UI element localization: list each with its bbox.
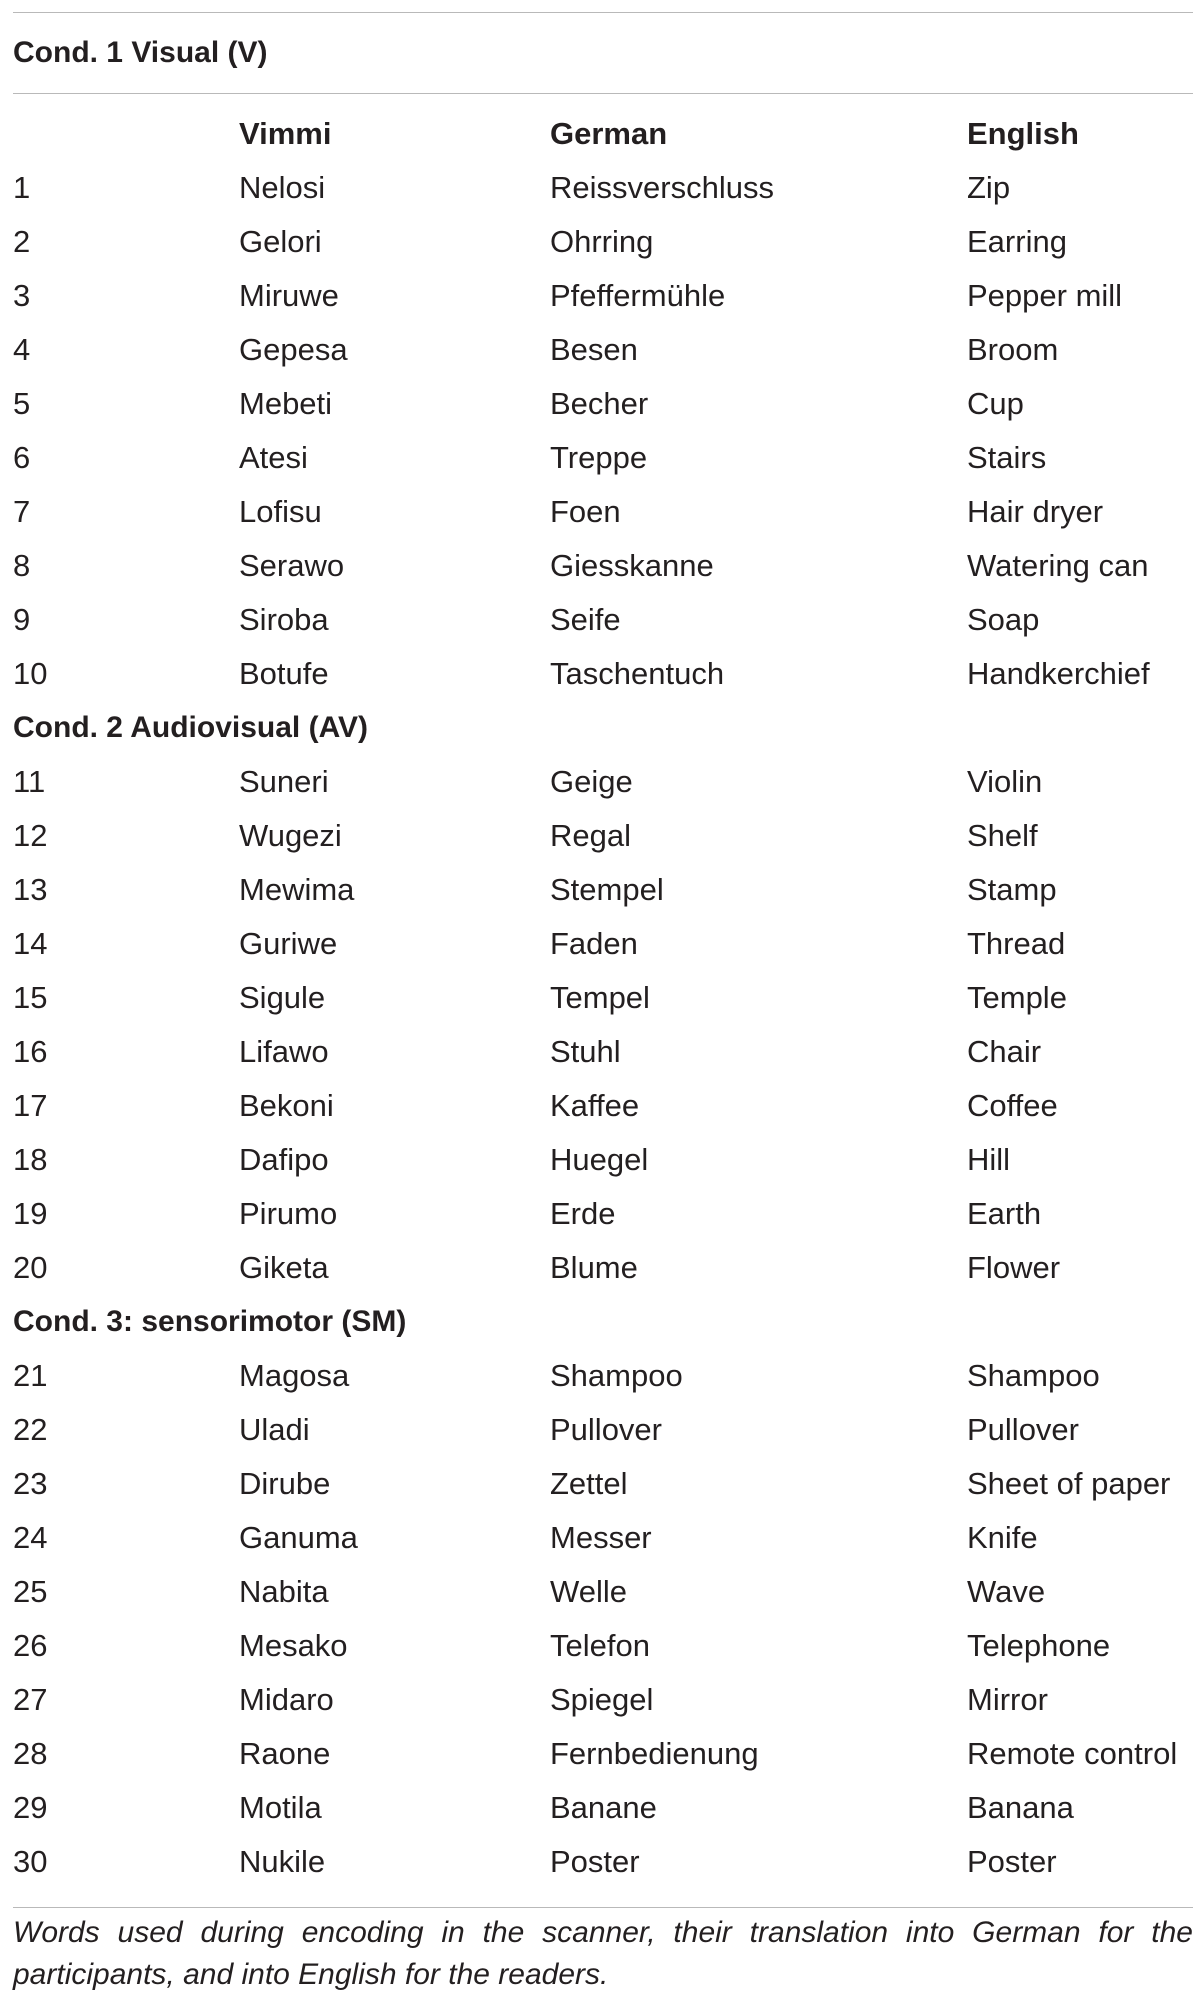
cell-german: Faden: [550, 926, 638, 961]
cell-number: 10: [13, 656, 48, 691]
cell-number: 20: [13, 1250, 48, 1285]
cell-vimmi: Lifawo: [239, 1034, 329, 1069]
column-header-german: German: [550, 116, 668, 151]
table-row: [0, 431, 1200, 485]
cell-vimmi: Mesako: [239, 1628, 348, 1663]
cell-english: Watering can: [967, 548, 1149, 583]
cell-english: Shelf: [967, 818, 1038, 853]
cell-vimmi: Nabita: [239, 1574, 329, 1609]
cell-number: 29: [13, 1790, 48, 1825]
cell-number: 19: [13, 1196, 48, 1231]
table-row: [0, 1133, 1200, 1187]
table-row: [0, 485, 1200, 539]
table-row: [0, 755, 1200, 809]
table-row: [0, 1565, 1200, 1619]
table-row: [0, 1025, 1200, 1079]
cell-german: Regal: [550, 818, 631, 853]
table-row: [0, 1349, 1200, 1403]
cell-english: Hair dryer: [967, 494, 1104, 529]
table-row: [0, 1673, 1200, 1727]
cell-german: Becher: [550, 386, 649, 421]
cell-vimmi: Lofisu: [239, 494, 322, 529]
cell-english: Remote control: [967, 1736, 1178, 1771]
cell-number: 30: [13, 1844, 48, 1879]
cell-german: Welle: [550, 1574, 627, 1609]
table-row: [0, 1403, 1200, 1457]
cell-english: Banana: [967, 1790, 1074, 1825]
table-row: [0, 1511, 1200, 1565]
table-row: [0, 917, 1200, 971]
cell-vimmi: Nukile: [239, 1844, 326, 1879]
cell-number: 22: [13, 1412, 48, 1447]
table-row: [0, 1781, 1200, 1835]
cell-english: Pepper mill: [967, 278, 1123, 313]
cell-english: Cup: [967, 386, 1024, 421]
cell-english: Hill: [967, 1142, 1011, 1177]
cell-english: Zip: [967, 170, 1011, 205]
cell-german: Reissverschluss: [550, 170, 774, 205]
cell-english: Coffee: [967, 1088, 1058, 1123]
cell-german: Banane: [550, 1790, 657, 1825]
cell-number: 24: [13, 1520, 48, 1555]
section-label-row: [0, 701, 1200, 755]
table-row: [0, 1727, 1200, 1781]
section-label-row: [0, 1295, 1200, 1349]
cell-vimmi: Nelosi: [239, 170, 326, 205]
cell-vimmi: Wugezi: [239, 818, 342, 853]
section-label: Cond. 3: sensorimotor (SM): [13, 1305, 407, 1338]
table-row: [0, 1457, 1200, 1511]
cell-vimmi: Guriwe: [239, 926, 338, 961]
cell-german: Spiegel: [550, 1682, 654, 1717]
cell-english: Knife: [967, 1520, 1038, 1555]
cell-vimmi: Dirube: [239, 1466, 331, 1501]
cell-english: Handkerchief: [967, 656, 1150, 691]
table-row: [0, 863, 1200, 917]
table-bottom-rule: [13, 1907, 1193, 1908]
table-row: [0, 1835, 1200, 1889]
cell-english: Soap: [967, 602, 1040, 637]
cell-vimmi: Sigule: [239, 980, 326, 1015]
cell-german: Poster: [550, 1844, 640, 1879]
cell-german: Telefon: [550, 1628, 650, 1663]
cell-number: 26: [13, 1628, 48, 1663]
table-row: [0, 161, 1200, 215]
table-row: [0, 1079, 1200, 1133]
cell-english: Pullover: [967, 1412, 1079, 1447]
table-row: [0, 377, 1200, 431]
cell-vimmi: Giketa: [239, 1250, 329, 1285]
table-row: [0, 647, 1200, 701]
cell-number: 17: [13, 1088, 48, 1123]
cell-number: 21: [13, 1358, 48, 1393]
cell-english: Stairs: [967, 440, 1047, 475]
table-row: [0, 323, 1200, 377]
cell-vimmi: Ganuma: [239, 1520, 358, 1555]
table-title: Cond. 1 Visual (V): [13, 35, 268, 69]
cell-number: 18: [13, 1142, 48, 1177]
cell-number: 3: [13, 278, 31, 313]
table-row: [0, 1619, 1200, 1673]
cell-english: Flower: [967, 1250, 1061, 1285]
cell-number: 25: [13, 1574, 48, 1609]
cell-english: Poster: [967, 1844, 1057, 1879]
cell-german: Giesskanne: [550, 548, 714, 583]
cell-number: 23: [13, 1466, 48, 1501]
table-row: [0, 1241, 1200, 1295]
cell-number: 15: [13, 980, 48, 1015]
cell-number: 4: [13, 332, 31, 367]
table-title-rule: [13, 93, 1193, 94]
cell-vimmi: Siroba: [239, 602, 329, 637]
cell-german: Ohrring: [550, 224, 654, 259]
cell-vimmi: Gepesa: [239, 332, 348, 367]
cell-vimmi: Uladi: [239, 1412, 310, 1447]
table-row: [0, 269, 1200, 323]
cell-english: Mirror: [967, 1682, 1048, 1717]
column-header-english: English: [967, 116, 1079, 151]
cell-number: 1: [13, 170, 31, 205]
table-body: [0, 107, 1200, 1889]
table-caption: Words used during encoding in the scanner, their translation into German for the participants, and into English for the readers.: [13, 1916, 1193, 1991]
cell-vimmi: Pirumo: [239, 1196, 338, 1231]
cell-vimmi: Midaro: [239, 1682, 334, 1717]
cell-german: Stuhl: [550, 1034, 621, 1069]
cell-vimmi: Gelori: [239, 224, 322, 259]
cell-german: Seife: [550, 602, 621, 637]
cell-german: Huegel: [550, 1142, 649, 1177]
table-row: [0, 971, 1200, 1025]
cell-number: 6: [13, 440, 31, 475]
cell-german: Treppe: [550, 440, 648, 475]
cell-german: Pullover: [550, 1412, 662, 1447]
column-header-vimmi: Vimmi: [239, 116, 332, 151]
cell-number: 12: [13, 818, 48, 853]
cell-english: Shampoo: [967, 1358, 1100, 1393]
cell-german: Fernbedienung: [550, 1736, 759, 1771]
cell-german: Shampoo: [550, 1358, 683, 1393]
cell-german: Tempel: [550, 980, 650, 1015]
cell-english: Earth: [967, 1196, 1042, 1231]
cell-vimmi: Suneri: [239, 764, 329, 799]
table-header-row: [0, 107, 1200, 161]
cell-german: Geige: [550, 764, 633, 799]
cell-german: Pfeffermühle: [550, 278, 726, 313]
table-row: [0, 809, 1200, 863]
cell-english: Chair: [967, 1034, 1042, 1069]
cell-vimmi: Botufe: [239, 656, 329, 691]
cell-english: Broom: [967, 332, 1059, 367]
table-row: [0, 1187, 1200, 1241]
cell-german: Zettel: [550, 1466, 628, 1501]
cell-number: 5: [13, 386, 31, 421]
cell-number: 8: [13, 548, 31, 583]
cell-german: Besen: [550, 332, 638, 367]
table-row: [0, 539, 1200, 593]
cell-vimmi: Mewima: [239, 872, 355, 907]
cell-german: Stempel: [550, 872, 664, 907]
cell-english: Stamp: [967, 872, 1057, 907]
cell-number: 13: [13, 872, 48, 907]
section-label: Cond. 2 Audiovisual (AV): [13, 711, 369, 744]
cell-german: Taschentuch: [550, 656, 725, 691]
cell-english: Temple: [967, 980, 1067, 1015]
cell-vimmi: Miruwe: [239, 278, 339, 313]
cell-vimmi: Magosa: [239, 1358, 350, 1393]
cell-english: Wave: [967, 1574, 1046, 1609]
cell-vimmi: Bekoni: [239, 1088, 334, 1123]
cell-vimmi: Atesi: [239, 440, 308, 475]
cell-german: Foen: [550, 494, 621, 529]
cell-vimmi: Raone: [239, 1736, 331, 1771]
cell-german: Kaffee: [550, 1088, 640, 1123]
cell-number: 16: [13, 1034, 48, 1069]
cell-english: Sheet of paper: [967, 1466, 1171, 1501]
cell-number: 9: [13, 602, 31, 637]
table-row: [0, 593, 1200, 647]
cell-number: 14: [13, 926, 48, 961]
cell-vimmi: Serawo: [239, 548, 345, 583]
table-row: [0, 215, 1200, 269]
cell-vimmi: Motila: [239, 1790, 322, 1825]
cell-number: 2: [13, 224, 31, 259]
cell-german: Blume: [550, 1250, 638, 1285]
cell-number: 7: [13, 494, 31, 529]
cell-english: Telephone: [967, 1628, 1111, 1663]
cell-vimmi: Mebeti: [239, 386, 333, 421]
cell-german: Messer: [550, 1520, 652, 1555]
cell-number: 28: [13, 1736, 48, 1771]
cell-english: Violin: [967, 764, 1043, 799]
cell-number: 11: [13, 764, 46, 799]
cell-vimmi: Dafipo: [239, 1142, 329, 1177]
cell-german: Erde: [550, 1196, 616, 1231]
cell-english: Earring: [967, 224, 1067, 259]
cell-number: 27: [13, 1682, 48, 1717]
cell-english: Thread: [967, 926, 1066, 961]
